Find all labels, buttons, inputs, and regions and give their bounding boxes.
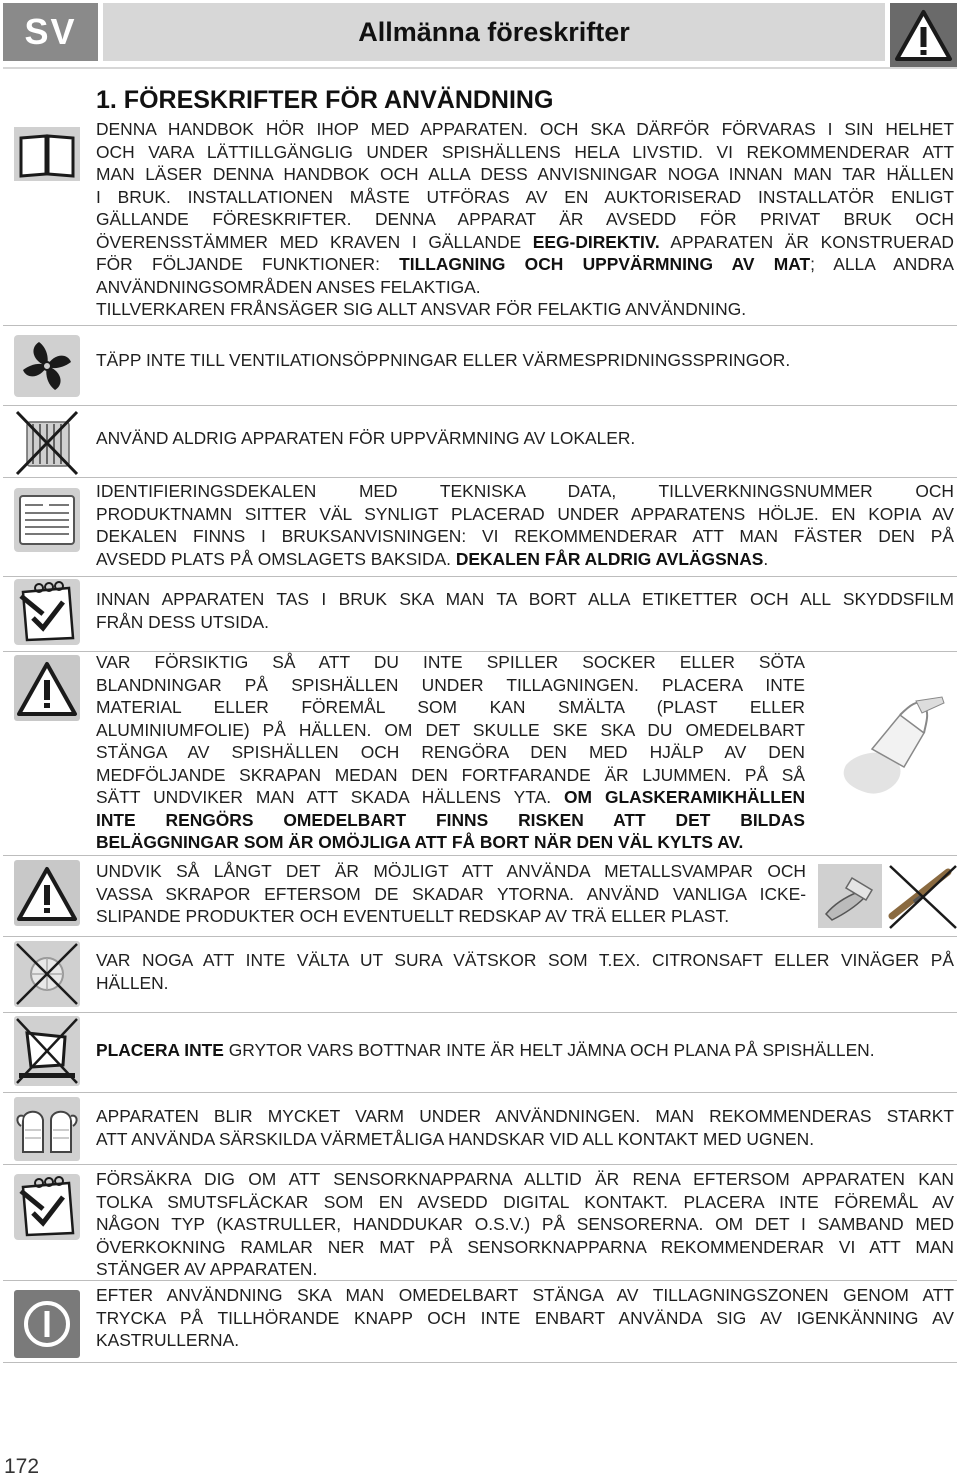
text-line: SLIPANDE PRODUKTER OCH EVENTUELLT REDSKAP AV TRÄ ELLER PLAST. [96, 906, 730, 926]
fan-icon [13, 334, 81, 402]
section-title: 1. FÖRESKRIFTER FÖR ANVÄNDNING [96, 86, 554, 114]
text-line: GÄLLANDE FÖRESKRIFTER. DENNA APPARAT ÄR AVSEDD FÖR PRIVAT BRUK OCH [96, 209, 954, 229]
text-span: APPARATEN ÄR KONSTRUERAD [659, 231, 954, 252]
no-acid-icon [13, 940, 81, 1008]
bold-text: TILLAGNING OCH UPPVÄRMNING AV MAT [399, 254, 811, 274]
text-span: ÖVERENSSTÄMMER MED KRAVEN I GÄLLANDE [96, 231, 533, 252]
text-span: FÖR FÖLJANDE FUNKTIONER: [96, 254, 400, 274]
text-line: MAN LÄSER DENNA HANDBOK OCH ALLA DESS ANVISNINGAR NOGA INNAN MAN TAR HÄLLEN [96, 164, 954, 184]
text-line: EFTER ANVÄNDNING SKA MAN OMEDELBART STÄNGA AV TILLAGNINGSZONEN GENOM ATT [96, 1285, 954, 1305]
text-line: I BRUK. INSTALLATIONEN MÅSTE UTFÖRAS AV EN AUKTORISERAD INSTALLATÖR ENLIGT [96, 186, 954, 207]
text-line: TÄPP INTE TILL VENTILATIONSÖPPNINGAR ELLER VÄRMESPRIDNINGSSPRINGOR. [96, 350, 791, 370]
text-line: IDENTIFIERINGSDEKALEN MED TEKNISKA DATA, TILLVERKNINGSNUMMER OCH [96, 481, 954, 501]
text-line: VAR FÖRSIKTIG SÅ ATT DU INTE SPILLER SOCKER ELLER SÖTA [96, 652, 805, 672]
text-line: HÄLLEN. [96, 972, 169, 993]
text-line: ANVÄNDNINGSOMRÅDEN ANSES FELAKTIGA. [96, 276, 481, 297]
text-line [96, 831, 805, 854]
text-line: FRÅN DESS UTSIDA. [96, 611, 269, 632]
abrasive-text [96, 860, 806, 928]
sugar-spill-text [96, 651, 805, 854]
text-line: STÄNGA AV SPISHÄLLEN OCH RENGÖRA DEN MED HJÄLP AV DEN [96, 742, 805, 762]
text-span: GRYTOR VARS BOTTNAR INTE ÄR HELT JÄMNA OCH PLANA PÅ SPISHÄLLEN. [223, 1040, 875, 1060]
oven-gloves-icon [13, 1096, 81, 1164]
book-icon [13, 126, 81, 194]
text-line: TOLKA SMUTSFLÄCKAR SOM EN AVSEDD DIGITAL KONTAKT. PLACERA INTE FÖREMÅL AV [96, 1191, 954, 1212]
divider [3, 1012, 957, 1013]
acid-text [96, 949, 954, 994]
switch-off-text [96, 1284, 954, 1352]
ventilation-text [96, 349, 954, 372]
text-line: VASSA SKRAPOR EFTERSOM DE SKADAR YTORNA. ANVÄND VANLIGA ICKE- [96, 883, 806, 904]
bold-text: OM GLASKERAMIKHÄLLEN [564, 787, 805, 807]
divider [3, 1280, 957, 1281]
labels-film-text [96, 588, 954, 633]
text-line: ANVÄND ALDRIG APPARATEN FÖR UPPVÄRMNING AV LOKALER. [96, 428, 636, 448]
warning-triangle-icon [890, 3, 957, 69]
divider [3, 405, 957, 406]
text-line: APPARATEN BLIR MYCKET VARM UNDER ANVÄNDNINGEN. MAN REKOMMENDERAS STARKT [96, 1106, 954, 1126]
text-line: ATT ANVÄNDA SÄRSKILDA VÄRMETÅLIGA HANDSKAR VID ALL KONTAKT MED UGNEN. [96, 1128, 815, 1149]
divider [3, 1164, 957, 1165]
section-usage-text [96, 118, 954, 321]
text-span: SÄTT UNDVIKER MAN ATT SKADA HÄLLENS YTA. [96, 787, 565, 807]
text-line: PRODUKTNAMN SITTER VÄL SYNLIGT PLACERAD UNDER APPARATENS HÖLJE. EN KOPIA AV [96, 503, 954, 524]
scraper-icon [838, 693, 950, 805]
hot-appliance-text [96, 1105, 954, 1150]
bold-text: INTE RENGÖRS OMEDELBART FINNS RISKEN ATT DET BILDAS [96, 809, 805, 830]
divider [3, 936, 957, 937]
checklist-icon [13, 578, 81, 646]
text-line: KASTRULLERNA. [96, 1330, 240, 1350]
page-header [0, 0, 960, 72]
text-line: NÅGON TYP (KASTRULLER, HANDDUKAR O.S.V.) PÅ SENSORERNA. OM DET I SAMBAND MED [96, 1214, 954, 1234]
divider [3, 477, 957, 478]
text-line: ALUMINIUMFOLIE) PÅ HÄLLEN. OM DET SKULLE SKE SKA DU OMEDELBART [96, 719, 805, 740]
text-line [96, 231, 954, 254]
bold-text: DEKALEN FÅR ALDRIG AVLÄGSNAS [455, 548, 764, 569]
label-plate-icon [13, 487, 81, 555]
no-abrasive-icon [818, 862, 958, 930]
text-line [96, 548, 954, 571]
sensor-keys-text [96, 1168, 954, 1281]
no-uneven-pot-icon [13, 1015, 81, 1087]
text-line [96, 253, 954, 276]
text-line: BLANDNINGAR PÅ SPISHÄLLEN UNDER TILLAGNINGEN. PLACERA INTE [96, 674, 805, 695]
bold-text: PLACERA INTE [96, 1040, 224, 1060]
checklist-icon [13, 1173, 81, 1241]
text-line [96, 786, 805, 809]
header-divider [3, 67, 957, 69]
text-line: MATERIAL ELLER FÖREMÅL SOM KAN SMÄLTA (PLAST ELLER [96, 697, 805, 717]
info-icon [13, 1289, 81, 1359]
text-line: STÄNGER AV APPARATEN. [96, 1259, 318, 1279]
text-line: UNDVIK SÅ LÅNGT DET ÄR MÖJLIGT ATT ANVÄNDA METALLSVAMPAR OCH [96, 861, 806, 881]
text-line: OCH VARA LÄTTILLGÄNGLIG UNDER SPISHÄLLENS HELA LIVSTID. VI REKOMMENDERAR ATT [96, 141, 954, 162]
text-line [96, 809, 805, 832]
text-line: VAR NOGA ATT INTE VÄLTA UT SURA VÄTSKOR SOM T.EX. CITRONSAFT ELLER VINÄGER PÅ [96, 950, 954, 970]
warning-icon [13, 859, 81, 927]
divider [3, 855, 957, 856]
text-line: TRYCKA PÅ TILLHÖRANDE KNAPP OCH INTE ENBART ANVÄNDA SIG AV IGENKÄNNING AV [96, 1307, 954, 1328]
text-line: ÖVERKOKNING RAMLAR NER MAT PÅ SENSORKNAPPARNA REKOMMENDERAR VI ATT MAN [96, 1236, 954, 1257]
text-span: ; ALLA ANDRA [810, 254, 954, 274]
bold-text: BELÄGGNINGAR SOM ÄR OMÖJLIGA ATT FÅ BORT NÄR DEN VÄL KYLTS AV. [96, 832, 744, 852]
divider [3, 1092, 957, 1093]
page-title: Allmänna föreskrifter [103, 3, 885, 61]
text-span: . [763, 548, 769, 569]
heating-text [96, 427, 954, 450]
divider [3, 1362, 957, 1363]
no-heater-icon [13, 408, 81, 476]
text-line: INNAN APPARATEN TAS I BRUK SKA MAN TA BORT ALLA ETIKETTER OCH ALL SKYDDSFILM [96, 589, 954, 609]
text-span: AVSEDD PLATS PÅ OMSLAGETS BAKSIDA. [96, 548, 456, 569]
text-line [96, 1039, 954, 1062]
warning-icon [13, 654, 81, 722]
text-line: TILLVERKAREN FRÅNSÄGER SIG ALLT ANSVAR FÖR FELAKTIG ANVÄNDNING. [96, 299, 747, 319]
bold-text: EEG-DIREKTIV. [532, 231, 660, 252]
text-line: DEKALEN FINNS I BRUKSANVISNINGEN: VI REKOMMENDERAR ATT MAN FÄSTER DEN PÅ [96, 526, 954, 546]
uneven-pots-text [96, 1039, 954, 1062]
identification-text [96, 480, 954, 570]
text-line: DENNA HANDBOK HÖR IHOP MED APPARATEN. OCH SKA DÄRFÖR FÖRVARAS I SIN HELHET [96, 119, 954, 139]
language-badge: SV [3, 3, 98, 61]
divider [3, 576, 957, 577]
text-line: MEDFÖLJANDE SKRAPAN MEDAN DEN FORTFARANDE ÄR LJUMMEN. PÅ SÅ [96, 764, 805, 785]
divider [3, 325, 957, 326]
page-number: 172 [4, 1455, 40, 1478]
text-line: FÖRSÄKRA DIG OM ATT SENSORKNAPPARNA ALLTID ÄR RENA EFTERSOM APPARATEN KAN [96, 1169, 954, 1189]
